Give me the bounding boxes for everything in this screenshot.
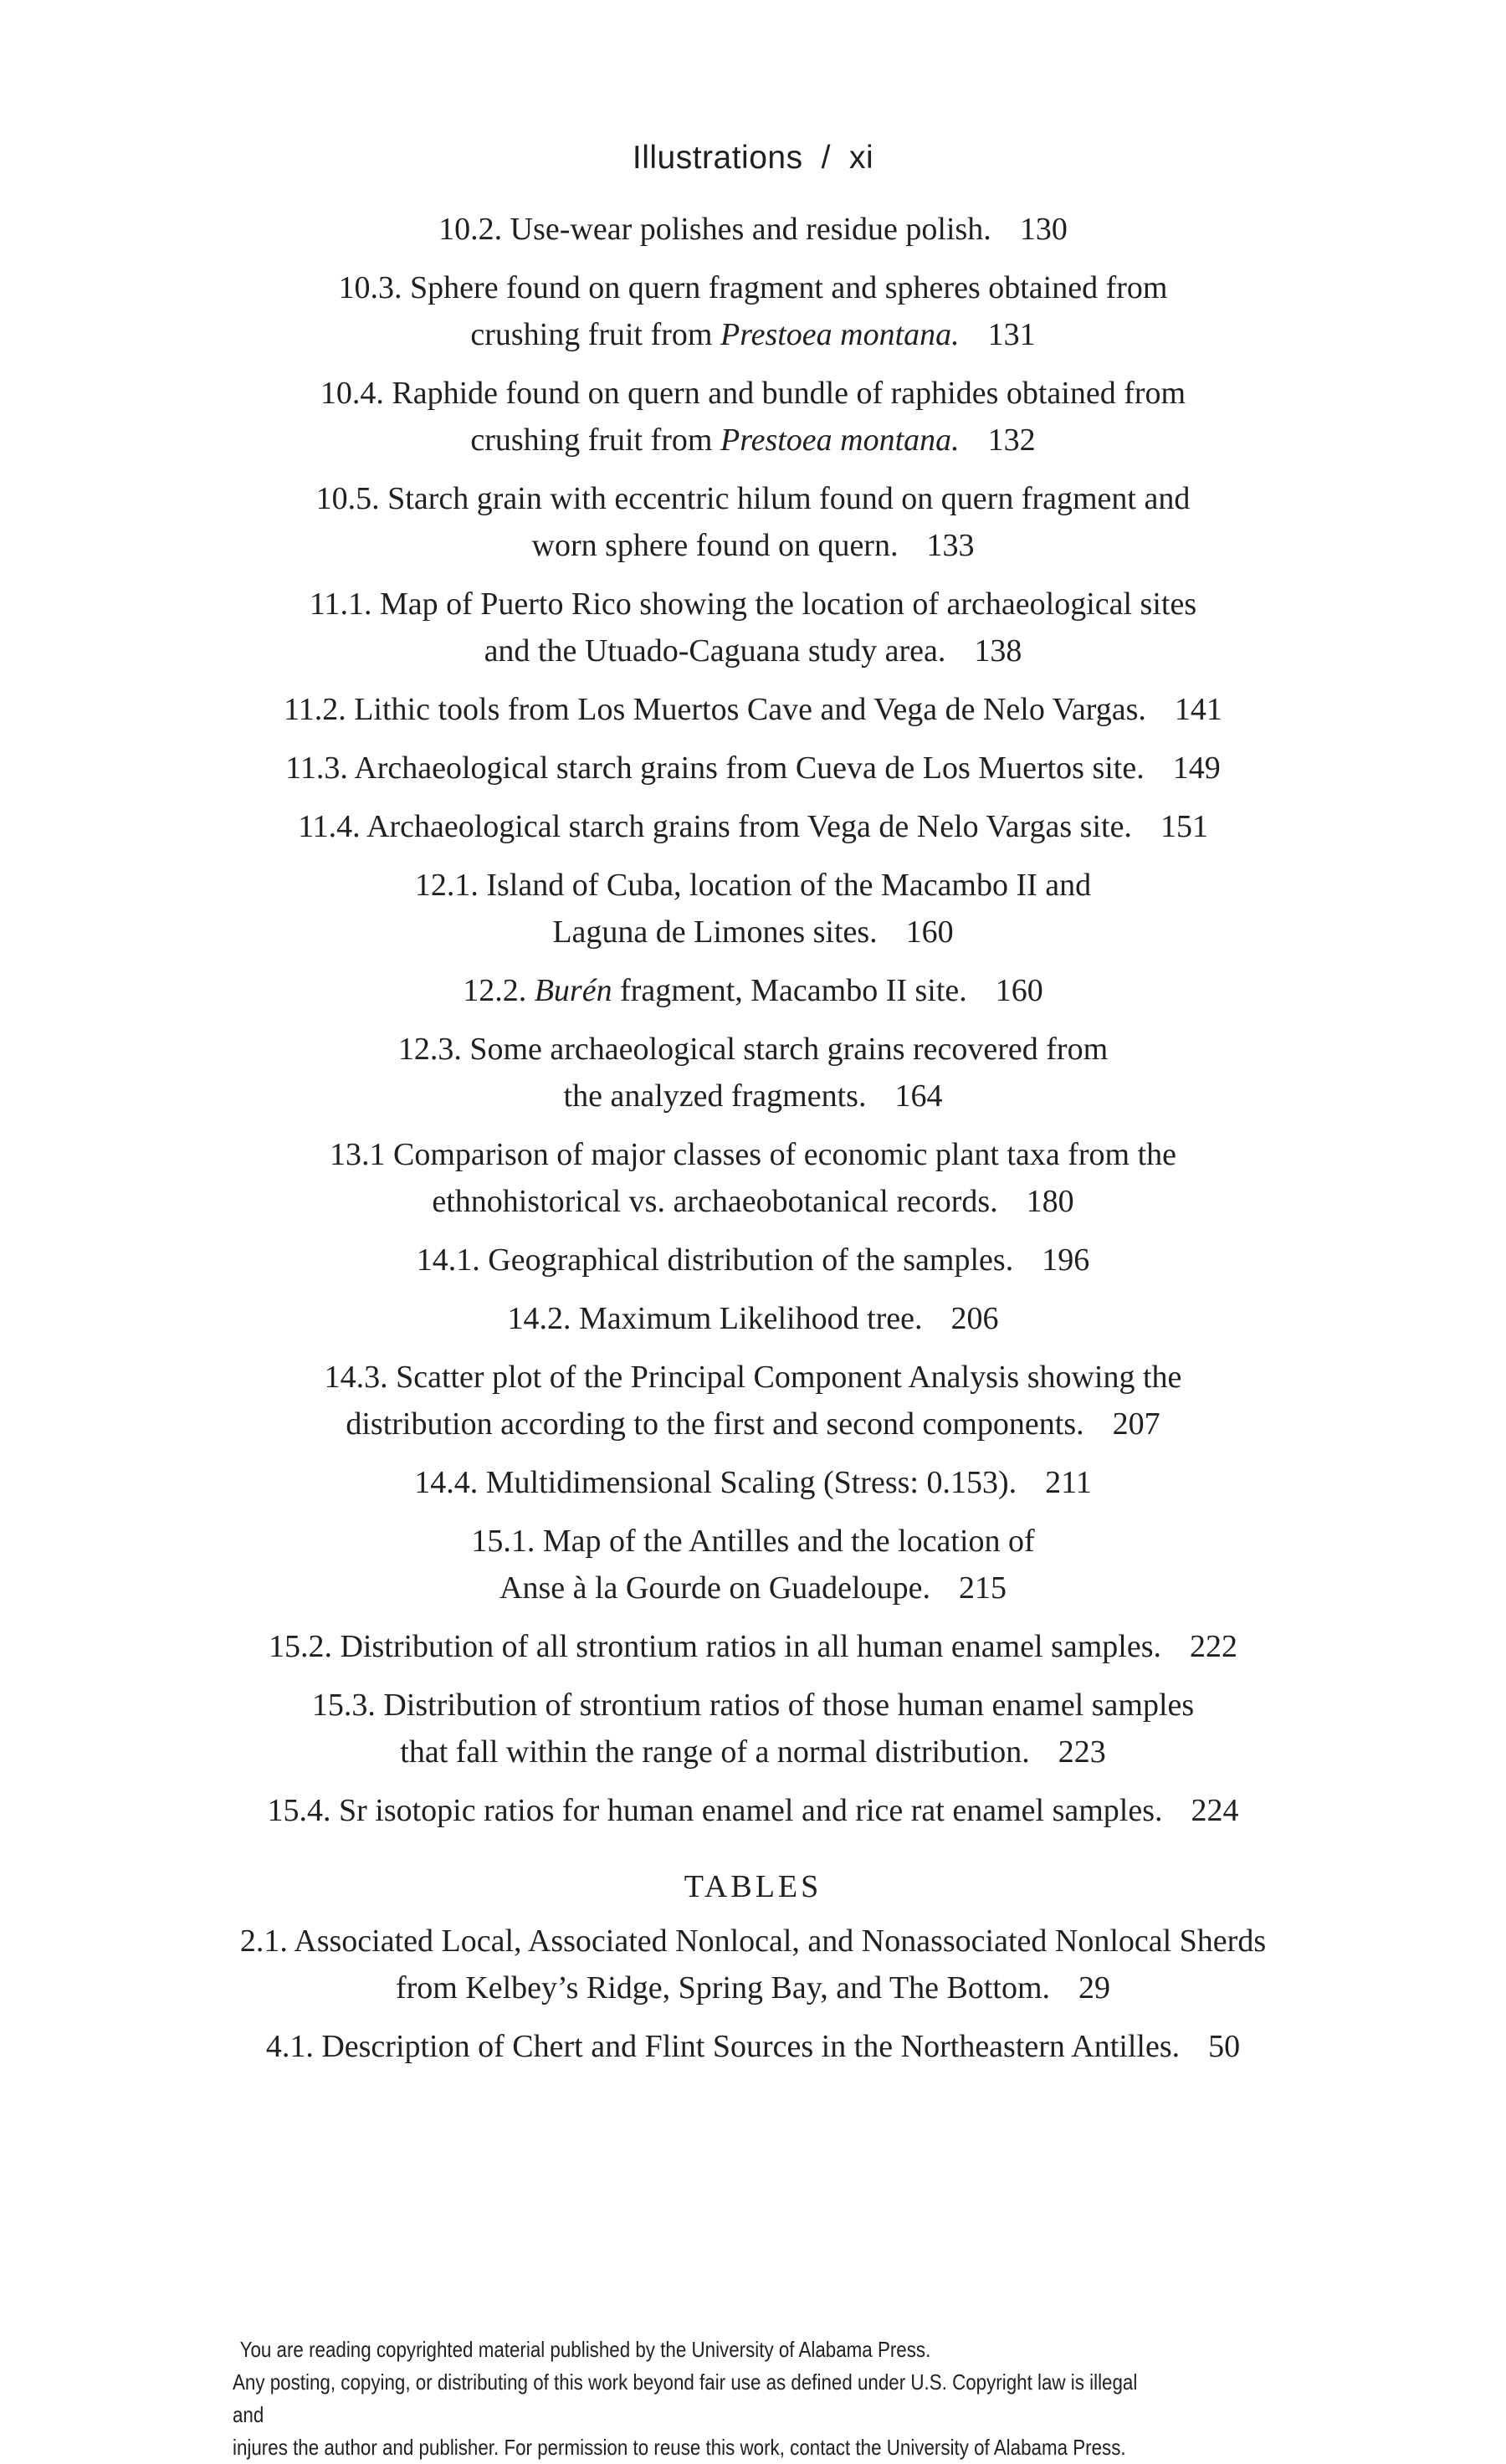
entry-line bbox=[0, 686, 1506, 733]
entry-page-number: 29 bbox=[1078, 1970, 1111, 2006]
entry-line bbox=[0, 1237, 1506, 1283]
entry-line bbox=[0, 1354, 1506, 1401]
entry-text: 13.1 Comparison of major classes of economic plant taxa from the bbox=[329, 1137, 1176, 1172]
entry-page-number: 160 bbox=[995, 973, 1043, 1008]
entry-text: 2.1. Associated Local, Associated Nonlocal, and Nonassociated Nonlocal Sherds bbox=[239, 1924, 1267, 1959]
entry-page-number: 132 bbox=[987, 423, 1036, 458]
entry-line bbox=[0, 1295, 1506, 1342]
figure-entry bbox=[0, 264, 1506, 358]
entry-text: 12.1. Island of Cuba, location of the Macambo II and bbox=[414, 868, 1092, 903]
figure-entry bbox=[0, 1518, 1506, 1611]
entry-line bbox=[0, 311, 1506, 358]
entry-line bbox=[0, 1965, 1506, 2011]
entry-line bbox=[0, 628, 1506, 674]
header-title: Illustrations bbox=[632, 140, 803, 176]
entry-text: Laguna de Limones sites. bbox=[552, 914, 878, 950]
entry-page-number: 224 bbox=[1191, 1793, 1239, 1828]
entry-text: that fall within the range of a normal distribution. bbox=[400, 1734, 1030, 1770]
entry-line bbox=[0, 803, 1506, 850]
entry-text: 12.3. Some archaeological starch grains recovered from bbox=[397, 1032, 1109, 1067]
entry-text: and the Utuado-Caguana study area. bbox=[484, 633, 946, 669]
entry-italic-text: Burén bbox=[534, 973, 612, 1008]
entry-text: 11.2. Lithic tools from Los Muertos Cave and Vega de Nelo Vargas. bbox=[284, 692, 1146, 727]
entry-page-number: 130 bbox=[1019, 212, 1068, 247]
entry-text: 14.4. Multidimensional Scaling (Stress: 0.153). bbox=[414, 1465, 1017, 1500]
copyright-notice bbox=[233, 2333, 1168, 2464]
tables-heading: TABLES bbox=[684, 1869, 822, 1904]
entry-line bbox=[0, 909, 1506, 955]
entry-page-number: 131 bbox=[987, 317, 1036, 352]
figure-entry bbox=[0, 1459, 1506, 1506]
entry-text: 10.4. Raphide found on quern and bundle of raphides obtained from bbox=[320, 376, 1186, 411]
entry-page-number: 133 bbox=[926, 528, 975, 563]
entry-page-number: 149 bbox=[1172, 750, 1221, 786]
entry-italic-text: Prestoea montana. bbox=[720, 317, 960, 352]
header-page-number: xi bbox=[848, 140, 874, 176]
tables-list bbox=[0, 1918, 1506, 2070]
figure-entry bbox=[0, 1682, 1506, 1775]
entry-line bbox=[0, 264, 1506, 311]
entry-text: 11.3. Archaeological starch grains from Cueva de Los Muertos site. bbox=[285, 750, 1145, 786]
illustrations-list bbox=[0, 206, 1506, 2082]
entry-line bbox=[0, 862, 1506, 909]
entry-page-number: 164 bbox=[894, 1078, 943, 1114]
entry-line bbox=[0, 1729, 1506, 1775]
figure-entry bbox=[0, 1131, 1506, 1225]
entry-line bbox=[0, 1401, 1506, 1447]
entry-text: distribution according to the first and second components. bbox=[346, 1406, 1084, 1442]
entry-page-number: 151 bbox=[1160, 809, 1208, 844]
entry-text: 11.1. Map of Puerto Rico showing the location of archaeological sites bbox=[309, 587, 1197, 622]
entry-page-number: 196 bbox=[1042, 1242, 1090, 1278]
entry-page-number: 223 bbox=[1058, 1734, 1106, 1770]
figure-entry bbox=[0, 581, 1506, 674]
figure-entry bbox=[0, 803, 1506, 850]
entry-text: 10.5. Starch grain with eccentric hilum found on quern fragment and bbox=[315, 481, 1191, 516]
entry-line bbox=[0, 745, 1506, 791]
entry-page-number: 215 bbox=[958, 1570, 1007, 1606]
figure-entry bbox=[0, 1787, 1506, 1834]
figure-entry bbox=[0, 1295, 1506, 1342]
entry-text: 14.1. Geographical distribution of the samples. bbox=[416, 1242, 1014, 1278]
figure-entry bbox=[0, 745, 1506, 791]
entry-text: 12.2. bbox=[463, 973, 535, 1008]
entry-text: 15.1. Map of the Antilles and the location of bbox=[471, 1524, 1035, 1559]
entry-text: 14.2. Maximum Likelihood tree. bbox=[507, 1301, 923, 1336]
copyright-line-1: You are reading copyrighted material published by the University of Alabama Press. bbox=[239, 2337, 931, 2362]
copyright-line-3: injures the author and publisher. For permission to reuse this work, contact the University of Alabama Press. bbox=[233, 2435, 1126, 2460]
figure-entry bbox=[0, 686, 1506, 733]
entry-line bbox=[0, 417, 1506, 464]
figure-entry bbox=[0, 475, 1506, 569]
entry-line bbox=[0, 1787, 1506, 1834]
figure-entry bbox=[0, 862, 1506, 955]
entry-line bbox=[0, 370, 1506, 417]
entry-text: 10.3. Sphere found on quern fragment and spheres obtained from bbox=[338, 270, 1168, 305]
figure-entry bbox=[0, 967, 1506, 1014]
entry-line bbox=[0, 1518, 1506, 1565]
entry-page-number: 138 bbox=[974, 633, 1022, 669]
figure-entry bbox=[0, 1354, 1506, 1447]
entry-text: from Kelbey’s Ridge, Spring Bay, and The Bottom. bbox=[395, 1970, 1051, 2006]
figure-entry bbox=[0, 206, 1506, 253]
copyright-line-2: Any posting, copying, or distributing of this work beyond fair use as defined under U.S. Copyright law is illegal and bbox=[233, 2369, 1138, 2427]
entry-line bbox=[0, 522, 1506, 569]
entry-text: 11.4. Archaeological starch grains from Vega de Nelo Vargas site. bbox=[298, 809, 1132, 844]
running-header bbox=[0, 140, 1506, 177]
entry-page-number: 206 bbox=[950, 1301, 999, 1336]
entry-line bbox=[0, 1459, 1506, 1506]
entry-page-number: 180 bbox=[1026, 1184, 1074, 1219]
header-separator: / bbox=[821, 140, 831, 176]
entry-text: the analyzed fragments. bbox=[563, 1078, 867, 1114]
entry-text: 15.2. Distribution of all strontium ratios in all human enamel samples. bbox=[268, 1629, 1161, 1664]
entry-line bbox=[0, 475, 1506, 522]
entry-page-number: 222 bbox=[1190, 1629, 1237, 1664]
entry-text: fragment, Macambo II site. bbox=[612, 973, 967, 1008]
entry-text: 15.4. Sr isotopic ratios for human enamel and rice rat enamel samples. bbox=[267, 1793, 1163, 1828]
figures-list bbox=[0, 206, 1506, 1834]
entry-line bbox=[0, 967, 1506, 1014]
entry-page-number: 211 bbox=[1045, 1465, 1092, 1500]
entry-line bbox=[0, 1178, 1506, 1225]
entry-text: 10.2. Use-wear polishes and residue polish. bbox=[438, 212, 991, 247]
entry-line bbox=[0, 1623, 1506, 1670]
entry-text: crushing fruit from bbox=[470, 423, 720, 458]
entry-text: 15.3. Distribution of strontium ratios of those human enamel samples bbox=[311, 1688, 1195, 1723]
figure-entry bbox=[0, 370, 1506, 464]
entry-page-number: 207 bbox=[1112, 1406, 1160, 1442]
entry-line bbox=[0, 1682, 1506, 1729]
figure-entry bbox=[0, 1026, 1506, 1119]
entry-line bbox=[0, 581, 1506, 628]
table-entry bbox=[0, 1918, 1506, 2011]
entry-text: crushing fruit from bbox=[470, 317, 720, 352]
figure-entry bbox=[0, 1623, 1506, 1670]
entry-line bbox=[0, 1565, 1506, 1611]
entry-page-number: 160 bbox=[905, 914, 954, 950]
entry-line bbox=[0, 1026, 1506, 1073]
entry-page-number: 141 bbox=[1174, 692, 1222, 727]
table-entry bbox=[0, 2023, 1506, 2070]
figure-entry bbox=[0, 1237, 1506, 1283]
entry-italic-text: Prestoea montana. bbox=[720, 423, 960, 458]
entry-page-number: 50 bbox=[1208, 2029, 1241, 2064]
entry-line bbox=[0, 1918, 1506, 1965]
entry-text: 4.1. Description of Chert and Flint Sources in the Northeastern Antilles. bbox=[265, 2029, 1181, 2064]
entry-line bbox=[0, 1073, 1506, 1119]
entry-line bbox=[0, 1131, 1506, 1178]
entry-text: Anse à la Gourde on Guadeloupe. bbox=[499, 1570, 930, 1606]
entry-line bbox=[0, 206, 1506, 253]
entry-text: 14.3. Scatter plot of the Principal Component Analysis showing the bbox=[324, 1360, 1182, 1395]
entry-line bbox=[0, 2023, 1506, 2070]
entry-text: worn sphere found on quern. bbox=[531, 528, 899, 563]
entry-text: ethnohistorical vs. archaeobotanical records. bbox=[432, 1184, 998, 1219]
